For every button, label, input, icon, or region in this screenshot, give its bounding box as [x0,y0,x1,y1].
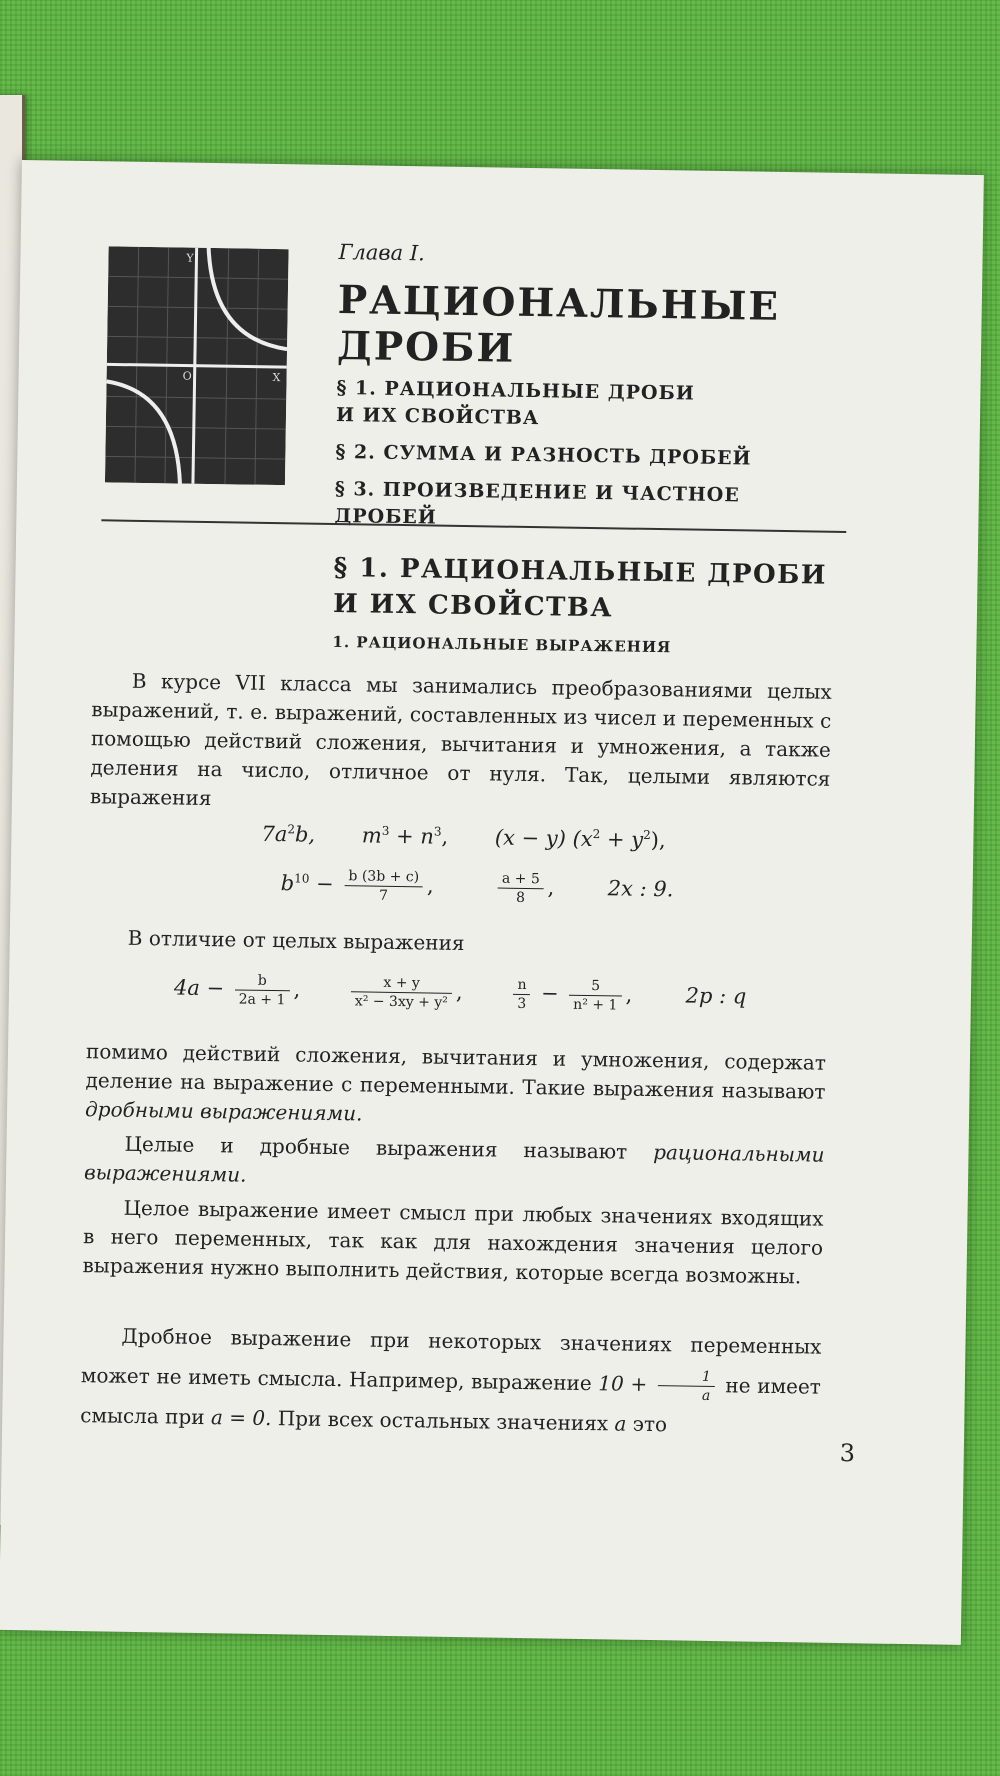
fraction-denominator: 2a + 1 [238,991,286,1009]
fraction [658,1367,715,1405]
inline-condition: a = 0. [210,1405,272,1431]
paragraph-fractional [85,1037,826,1136]
fraction [235,971,290,1009]
paragraph-contrast: В отличие от целых выражения [127,925,465,956]
formula-term: 10 + [598,1371,655,1397]
section-title-line1: § 1. РАЦИОНАЛЬНЫЕ ДРОБИ [333,552,828,591]
fraction [569,977,622,1015]
paragraph-intro: В курсе VII класса мы занимались преобразованиями целых выражений, т. е. выражений, составленных из чисел и переменных с помощью действий сложения, вычитания и умножения, а также деления на число, отличное от нуля. Так, целыми являются выражения [89,668,832,811]
chapter-label: Глава I. [338,239,425,266]
toc-item [335,439,835,474]
fraction-denominator: 3 [517,995,527,1013]
formula-term: (x − y) (x [494,825,593,852]
term-fractional-expressions: дробными выражениями. [84,1097,363,1126]
fraction-denominator: a [701,1387,711,1404]
paragraph-text: При всех остальных значениях [277,1406,609,1436]
logo-origin-label: O [182,369,192,383]
formula-term: − [309,871,341,897]
fraction-numerator: a + 5 [498,870,544,890]
fraction-numerator: 5 [569,977,621,997]
fraction-numerator: b (3b + c) [344,867,423,887]
book-page [0,160,984,1645]
fraction [351,973,453,1012]
formula-term: + y [600,827,644,852]
inline-variable: a [614,1411,627,1436]
paragraph-text: Целые и дробные выражения называют [124,1131,654,1165]
paragraph-text: Дробное выражение при некоторых значениях переменных может не иметь смысла. Например, выражение [80,1323,822,1396]
formula-line-1: $7a^2b$, $m^3 + n^3$, (x − y) $(x^2 + y^2)$, [261,821,666,853]
fraction-denominator: 8 [515,889,526,906]
fraction-numerator: b [235,971,290,991]
paragraph-integer-meaning: Целое выражение имеет смысл при любых значениях входящих в него переменных, так как для нахождения значения целого выражения нужно выполнить действия, которые всегда возможны. [82,1195,824,1289]
formula-line-2: $b^{10}$ − $\frac{b (3b + c)}{7}$ , $\frac{a + 5}{8}$ , 2x : 9. [280,868,674,906]
formula-term: 2p : q [685,983,747,1009]
formula-term: 2x : 9. [607,876,674,902]
toc-item [336,375,837,437]
paragraph-text: это [632,1411,668,1437]
paragraph-text: не имеет смысла при [80,1373,822,1430]
formula-term: , [441,824,449,849]
fraction [497,870,543,908]
paragraph-text: помимо действий сложения, вычитания и умножения, содержат деление на выражение с переменными. Такие выражения называют [85,1039,827,1104]
formula-term: + n [389,823,435,849]
formula-exp: 3 [433,824,442,839]
chapter-logo-hyperbola-icon [105,246,289,485]
formula-term: b [280,871,295,896]
formula-exp: 2 [287,822,296,837]
section-title [333,550,827,630]
formula-term: ), [650,827,666,853]
fraction-denominator: 7 [378,887,389,904]
formula-exp: 3 [381,823,390,838]
logo-y-label: Y [186,251,194,265]
toc-line: § 2. СУММА И РАЗНОСТЬ ДРОБЕЙ [335,440,752,470]
toc-line: § 1. РАЦИОНАЛЬНЫЕ ДРОБИ [336,376,695,405]
formula-term: 4a − [173,975,232,1001]
fraction-numerator: x + y [351,973,452,994]
fraction [344,867,423,905]
subsection-title: 1. РАЦИОНАЛЬНЫЕ ВЫРАЖЕНИЯ [332,632,672,657]
logo-x-label: X [272,370,281,385]
formula-term: − [534,981,566,1006]
chapter-title [337,277,781,376]
fraction [513,976,531,1013]
formula-term: m [361,823,382,848]
fraction-denominator: n² + 1 [573,996,618,1014]
term-rational-expressions: рациональными выражениями. [83,1140,825,1187]
fraction-numerator: 1 [658,1367,715,1387]
toc-line: ДРОБЕЙ [334,504,438,529]
formula-term: 7a [261,821,288,847]
toc-line: И ИХ СВОЙСТВА [335,403,540,430]
paragraph-fraction-meaning [80,1315,822,1447]
formula-term: b, [294,822,316,847]
paragraph-rational [84,1129,825,1199]
chapter-title-line1: РАЦИОНАЛЬНЫЕ [337,276,781,330]
chapter-title-line2: ДРОБИ [336,322,516,372]
chapter-contents [334,375,837,548]
inline-formula [598,1368,719,1404]
fraction-numerator: n [513,976,530,995]
toc-line: § 3. ПРОИЗВЕДЕНИЕ И ЧАСТНОЕ [334,477,740,507]
fraction-denominator: x² − 3xy + y² [354,993,448,1011]
formula-line-3: 4a − $\frac{b}{2a + 1}$ , $\frac{x + y}{\text{x² − 3xy + y²}}$ , $\frac{n}{3}$ − $\frac{5}{\text{n² + 1}}$ , 2p : q [173,972,747,1014]
page-number: 3 [839,1439,856,1468]
section-title-line2: И ИХ СВОЙСТВА [332,588,614,624]
formula-exp: 10 [294,871,310,886]
